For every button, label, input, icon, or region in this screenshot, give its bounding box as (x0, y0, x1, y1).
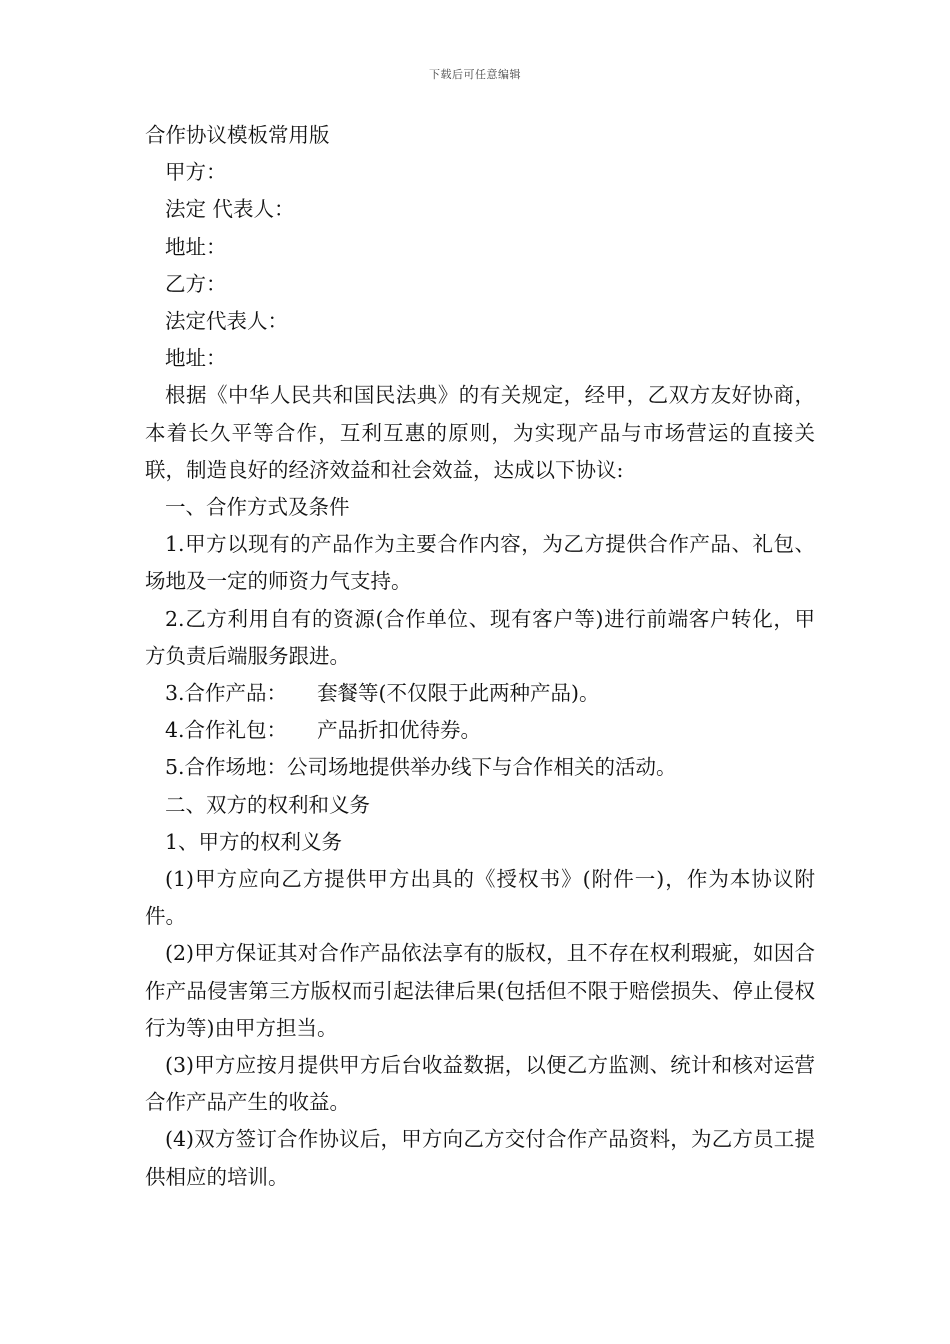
document-title: 合作协议模板常用版 (145, 123, 330, 147)
header-note: 下载后可任意编辑 (429, 68, 521, 81)
section-2-paragraph-1: (1)甲方应向乙方提供甲方出具的《授权书》(附件一)，作为本协议附件。 (145, 867, 815, 929)
section-1-item-5: 5.合作场地：公司场地提供举办线下与合作相关的活动。 (165, 755, 677, 780)
party-b-representative: 法定代表人： (165, 309, 288, 334)
section-1-item-3 (145, 675, 815, 712)
section-2-paragraph-2: (2)甲方保证其对合作产品依法享有的版权，且不存在权利瑕疵，如因合作产品侵害第三方版权而引起法律后果(包括但不限于赔偿损失、停止侵权行为等)由甲方担当。 (145, 941, 815, 1040)
item-4-label: 4.合作礼包： (165, 718, 288, 743)
document-body (145, 117, 815, 1196)
section-1-item-1: 1.甲方以现有的产品作为主要合作内容，为乙方提供合作产品、礼包、场地及一定的师资力气支持。 (145, 532, 815, 594)
item-3-value: 套餐等(不仅限于此两种产品)。 (317, 681, 600, 706)
party-a-representative: 法定 代表人： (165, 197, 295, 222)
section-1-heading: 一、合作方式及条件 (165, 495, 350, 520)
item-4-value: 产品折扣优待券。 (317, 718, 482, 743)
section-2-paragraph-3: (3)甲方应按月提供甲方后台收益数据，以便乙方监测、统计和核对运营合作产品产生的收益。 (145, 1053, 815, 1115)
section-2-paragraph-4: (4)双方签订合作协议后，甲方向乙方交付合作产品资料，为乙方员工提供相应的培训。 (145, 1127, 815, 1189)
party-a-address: 地址： (165, 234, 227, 259)
section-1-item-2: 2.乙方利用自有的资源(合作单位、现有客户等)进行前端客户转化，甲方负责后端服务跟进。 (145, 606, 815, 668)
section-1-item-4 (145, 712, 815, 749)
party-b-address: 地址： (165, 346, 227, 371)
party-b-label: 乙方： (165, 271, 227, 296)
preamble-paragraph: 根据《中华人民共和国民法典》的有关规定，经甲，乙双方友好协商，本着长久平等合作，互利互惠的原则，为实现产品与市场营运的直接关联，制造良好的经济效益和社会效益，达成以下协议: (145, 383, 815, 482)
item-3-label: 3.合作产品： (165, 681, 288, 706)
party-a-label: 甲方： (165, 160, 227, 185)
section-2-subheading-1: 1、甲方的权利义务 (165, 829, 343, 854)
section-2-heading: 二、双方的权利和义务 (165, 792, 370, 817)
